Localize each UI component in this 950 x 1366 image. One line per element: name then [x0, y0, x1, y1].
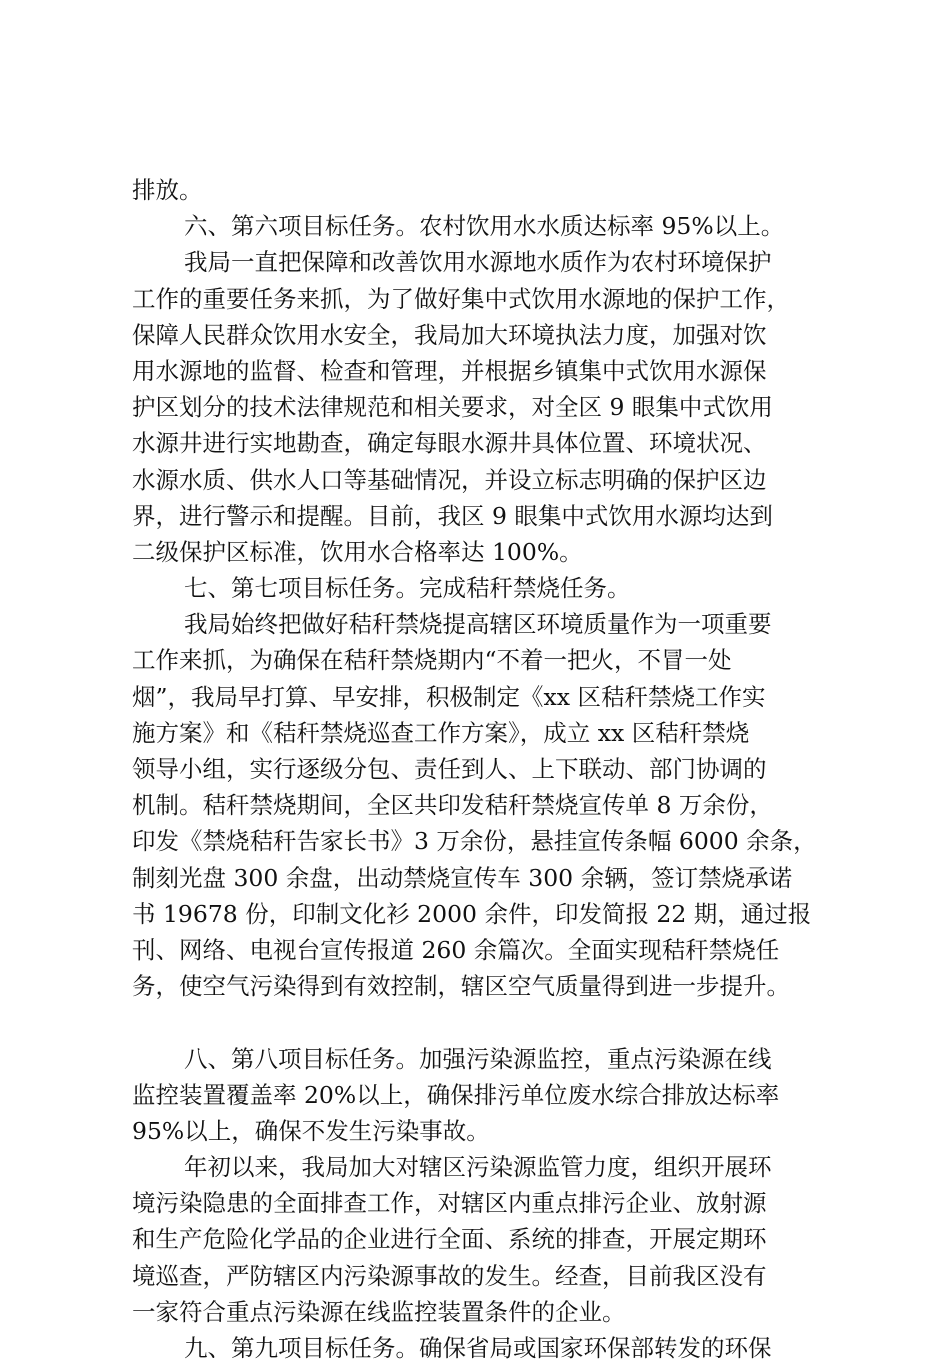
text-line: 监控装置覆盖率 20%以上，确保排污单位废水综合排放达标率: [132, 1080, 780, 1109]
text-line: 排放。: [132, 176, 203, 204]
text-line: 我局始终把做好秸秆禁烧提高辖区环境质量作为一项重要: [184, 610, 772, 639]
text-line: 工作来抓，为确保在秸秆禁烧期内“不着一把火，不冒一处: [132, 646, 732, 675]
text-line: 务，使空气污染得到有效控制，辖区空气质量得到进一步提升。: [132, 972, 790, 1001]
paragraph-gap: [132, 1004, 832, 1040]
text-line: 水源井进行实地勘查，确定每眼水源井具体位置、环境状况、: [132, 429, 767, 458]
text-line: 机制。秸秆禁烧期间，全区共印发秸秆禁烧宣传单 8 万余份，: [132, 791, 773, 820]
text-line: 保障人民群众饮用水安全，我局加大环境执法力度，加强对饮: [132, 320, 767, 349]
text-line: 我局一直把保障和改善饮用水源地水质作为农村环境保护: [184, 248, 772, 277]
text-line: 书 19678 份，印制文化衫 2000 余件，印发简报 22 期，通过报: [132, 899, 812, 928]
text-line: 年初以来，我局加大对辖区污染源监管力度，组织开展环: [184, 1153, 772, 1182]
text-line: 水源水质、供水人口等基础情况，并设立标志明确的保护区边: [132, 465, 767, 494]
text-line: 制刻光盘 300 余盘，出动禁烧宣传车 300 余辆，签订禁烧承诺: [132, 863, 793, 892]
text-line: 和生产危险化学品的企业进行全面、系统的排查，开展定期环: [132, 1225, 767, 1254]
text-line: 境巡查，严防辖区内污染源事故的发生。经查，目前我区没有: [132, 1261, 767, 1290]
text-line: 施方案》和《秸秆禁烧巡查工作方案》，成立 xx 区秸秆禁烧: [132, 718, 750, 747]
section-heading-6: 六、第六项目标任务。农村饮用水水质达标率 95%以上。: [184, 212, 785, 241]
section-heading-9: 九、第九项目标任务。确保省局或国家环保部转发的环保: [184, 1334, 772, 1362]
text-line: 印发《禁烧秸秆告家长书》3 万余份，悬挂宣传条幅 6000 余条，: [132, 827, 817, 856]
text-line: 工作的重要任务来抓，为了做好集中式饮用水源地的保护工作，: [132, 284, 790, 313]
text-line: 护区划分的技术法律规范和相关要求，对全区 9 眼集中式饮用: [132, 393, 773, 422]
text-line: 用水源地的监督、检查和管理，并根据乡镇集中式饮用水源保: [132, 356, 767, 385]
text-line: 一家符合重点污染源在线监控装置条件的企业。: [132, 1297, 626, 1326]
text-line: 二级保护区标准，饮用水合格率达 100%。: [132, 537, 583, 566]
text-line: 刊、网络、电视台宣传报道 260 余篇次。全面实现秸秆禁烧任: [132, 935, 780, 964]
text-line: 领导小组，实行逐级分包、责任到人、上下联动、部门协调的: [132, 755, 767, 783]
text-line: 烟”，我局早打算、早安排，积极制定《xx 区秸秆禁烧工作实: [132, 682, 766, 711]
text-line: 界，进行警示和提醒。目前，我区 9 眼集中式饮用水源均达到: [132, 501, 773, 530]
section-heading-8: 八、第八项目标任务。加强污染源监控，重点污染源在线: [184, 1044, 772, 1073]
section-heading-7: 七、第七项目标任务。完成秸秆禁烧任务。: [184, 574, 631, 603]
document-body: [132, 172, 832, 1366]
text-line: 境污染隐患的全面排查工作，对辖区内重点排污企业、放射源: [132, 1189, 767, 1218]
text-line: 95%以上，确保不发生污染事故。: [132, 1116, 490, 1145]
